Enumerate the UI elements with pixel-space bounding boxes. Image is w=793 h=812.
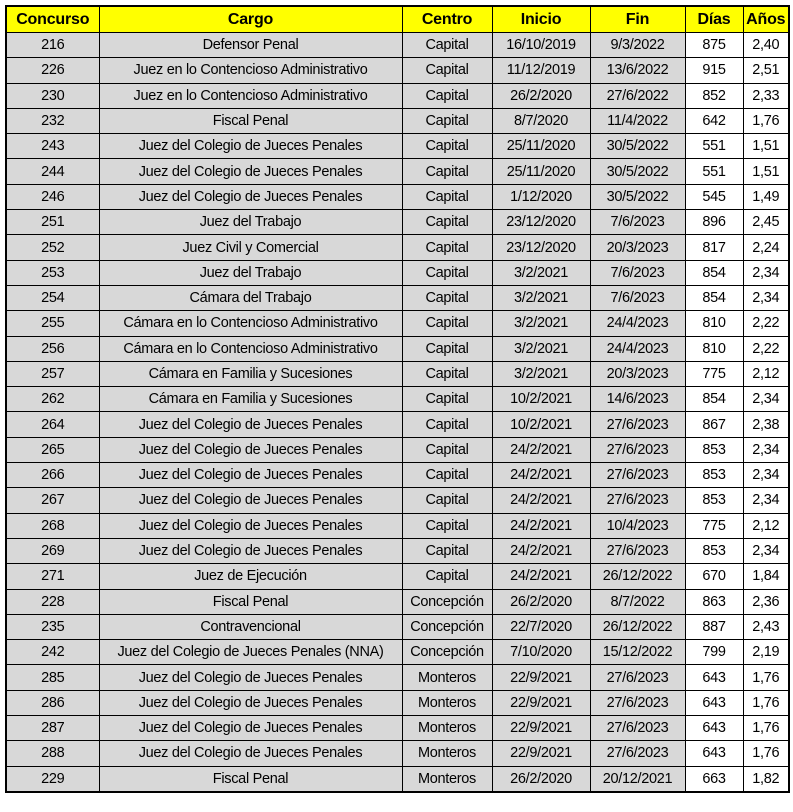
cell-inicio: 3/2/2021 (492, 336, 590, 361)
cell-concurso: 235 (6, 614, 99, 639)
column-header-inicio: Inicio (492, 6, 590, 33)
table-row (6, 33, 789, 58)
cell-inicio: 22/9/2021 (492, 716, 590, 741)
table-row (6, 83, 789, 108)
cell-anos: 1,51 (743, 134, 789, 159)
cell-concurso: 226 (6, 58, 99, 83)
column-header-anos: Años (743, 6, 789, 33)
cell-cargo: Juez del Colegio de Jueces Penales (99, 665, 402, 690)
cell-fin: 20/12/2021 (590, 766, 685, 792)
cell-anos: 2,22 (743, 311, 789, 336)
cell-centro: Capital (402, 33, 492, 58)
table-row (6, 108, 789, 133)
table-body (6, 33, 789, 792)
cell-centro: Capital (402, 387, 492, 412)
cell-cargo: Juez del Colegio de Jueces Penales (99, 437, 402, 462)
cell-centro: Capital (402, 564, 492, 589)
cell-inicio: 22/9/2021 (492, 741, 590, 766)
table-row (6, 614, 789, 639)
table-row (6, 538, 789, 563)
cell-fin: 15/12/2022 (590, 640, 685, 665)
cell-concurso: 254 (6, 285, 99, 310)
cell-dias: 896 (685, 210, 743, 235)
cell-cargo: Cámara en Familia y Sucesiones (99, 387, 402, 412)
cell-concurso: 244 (6, 159, 99, 184)
table-header (6, 6, 789, 33)
cell-cargo: Juez de Ejecución (99, 564, 402, 589)
cell-fin: 27/6/2023 (590, 665, 685, 690)
cell-fin: 27/6/2023 (590, 412, 685, 437)
cell-fin: 14/6/2023 (590, 387, 685, 412)
cell-inicio: 25/11/2020 (492, 159, 590, 184)
cell-centro: Capital (402, 437, 492, 462)
cell-concurso: 257 (6, 361, 99, 386)
cell-concurso: 255 (6, 311, 99, 336)
cell-anos: 2,34 (743, 488, 789, 513)
cell-dias: 642 (685, 108, 743, 133)
cell-dias: 775 (685, 361, 743, 386)
cell-anos: 1,84 (743, 564, 789, 589)
cell-dias: 643 (685, 665, 743, 690)
cell-dias: 853 (685, 463, 743, 488)
cell-fin: 30/5/2022 (590, 159, 685, 184)
cell-inicio: 7/10/2020 (492, 640, 590, 665)
table-row (6, 285, 789, 310)
table-row (6, 184, 789, 209)
concursos-table (5, 5, 790, 793)
table-row (6, 58, 789, 83)
cell-anos: 2,34 (743, 260, 789, 285)
cell-cargo: Juez del Colegio de Jueces Penales (99, 184, 402, 209)
table-row (6, 690, 789, 715)
cell-fin: 7/6/2023 (590, 285, 685, 310)
cell-inicio: 1/12/2020 (492, 184, 590, 209)
table-row (6, 260, 789, 285)
cell-inicio: 10/2/2021 (492, 387, 590, 412)
cell-anos: 1,49 (743, 184, 789, 209)
cell-dias: 887 (685, 614, 743, 639)
cell-dias: 799 (685, 640, 743, 665)
cell-inicio: 3/2/2021 (492, 311, 590, 336)
cell-concurso: 271 (6, 564, 99, 589)
cell-cargo: Juez del Colegio de Jueces Penales (99, 412, 402, 437)
cell-fin: 27/6/2023 (590, 463, 685, 488)
cell-inicio: 24/2/2021 (492, 488, 590, 513)
cell-fin: 10/4/2023 (590, 513, 685, 538)
cell-dias: 643 (685, 716, 743, 741)
cell-fin: 20/3/2023 (590, 361, 685, 386)
cell-dias: 670 (685, 564, 743, 589)
cell-fin: 27/6/2023 (590, 488, 685, 513)
column-header-concurso: Concurso (6, 6, 99, 33)
cell-concurso: 229 (6, 766, 99, 792)
cell-concurso: 246 (6, 184, 99, 209)
cell-centro: Capital (402, 58, 492, 83)
table-row (6, 463, 789, 488)
cell-anos: 2,36 (743, 589, 789, 614)
cell-dias: 854 (685, 285, 743, 310)
cell-dias: 551 (685, 159, 743, 184)
cell-concurso: 232 (6, 108, 99, 133)
cell-dias: 854 (685, 387, 743, 412)
cell-concurso: 253 (6, 260, 99, 285)
cell-inicio: 16/10/2019 (492, 33, 590, 58)
column-header-dias: Días (685, 6, 743, 33)
cell-anos: 1,82 (743, 766, 789, 792)
cell-centro: Capital (402, 361, 492, 386)
cell-centro: Capital (402, 235, 492, 260)
cell-anos: 2,34 (743, 538, 789, 563)
cell-concurso: 266 (6, 463, 99, 488)
cell-cargo: Cámara en Familia y Sucesiones (99, 361, 402, 386)
cell-inicio: 3/2/2021 (492, 361, 590, 386)
cell-cargo: Defensor Penal (99, 33, 402, 58)
cell-cargo: Cámara en lo Contencioso Administrativo (99, 336, 402, 361)
cell-fin: 20/3/2023 (590, 235, 685, 260)
cell-dias: 852 (685, 83, 743, 108)
table-row (6, 235, 789, 260)
cell-cargo: Juez del Colegio de Jueces Penales (99, 716, 402, 741)
cell-concurso: 216 (6, 33, 99, 58)
cell-anos: 1,76 (743, 665, 789, 690)
cell-centro: Capital (402, 513, 492, 538)
cell-fin: 26/12/2022 (590, 614, 685, 639)
cell-inicio: 23/12/2020 (492, 235, 590, 260)
cell-cargo: Contravencional (99, 614, 402, 639)
cell-cargo: Juez del Colegio de Jueces Penales (99, 741, 402, 766)
cell-anos: 2,51 (743, 58, 789, 83)
cell-anos: 2,34 (743, 387, 789, 412)
cell-cargo: Fiscal Penal (99, 108, 402, 133)
cell-cargo: Fiscal Penal (99, 589, 402, 614)
cell-fin: 27/6/2023 (590, 690, 685, 715)
table-row (6, 589, 789, 614)
cell-anos: 2,34 (743, 285, 789, 310)
cell-concurso: 288 (6, 741, 99, 766)
cell-cargo: Fiscal Penal (99, 766, 402, 792)
cell-centro: Concepción (402, 614, 492, 639)
cell-concurso: 230 (6, 83, 99, 108)
cell-inicio: 26/2/2020 (492, 589, 590, 614)
cell-dias: 875 (685, 33, 743, 58)
cell-inicio: 22/9/2021 (492, 665, 590, 690)
table-row (6, 766, 789, 792)
cell-centro: Capital (402, 83, 492, 108)
cell-anos: 2,12 (743, 513, 789, 538)
cell-cargo: Juez del Colegio de Jueces Penales (99, 538, 402, 563)
cell-fin: 7/6/2023 (590, 260, 685, 285)
column-header-fin: Fin (590, 6, 685, 33)
cell-concurso: 264 (6, 412, 99, 437)
cell-fin: 11/4/2022 (590, 108, 685, 133)
cell-centro: Monteros (402, 741, 492, 766)
cell-cargo: Juez del Colegio de Jueces Penales (99, 690, 402, 715)
cell-inicio: 24/2/2021 (492, 564, 590, 589)
cell-dias: 867 (685, 412, 743, 437)
cell-cargo: Juez en lo Contencioso Administrativo (99, 58, 402, 83)
cell-cargo: Juez del Colegio de Jueces Penales (99, 159, 402, 184)
table-row (6, 159, 789, 184)
cell-centro: Capital (402, 463, 492, 488)
cell-cargo: Juez del Trabajo (99, 260, 402, 285)
cell-inicio: 24/2/2021 (492, 513, 590, 538)
cell-dias: 853 (685, 488, 743, 513)
cell-anos: 2,38 (743, 412, 789, 437)
cell-concurso: 285 (6, 665, 99, 690)
cell-centro: Concepción (402, 589, 492, 614)
cell-dias: 853 (685, 437, 743, 462)
cell-centro: Capital (402, 336, 492, 361)
table-row (6, 387, 789, 412)
cell-fin: 8/7/2022 (590, 589, 685, 614)
cell-cargo: Juez del Trabajo (99, 210, 402, 235)
cell-concurso: 243 (6, 134, 99, 159)
cell-inicio: 11/12/2019 (492, 58, 590, 83)
cell-centro: Capital (402, 134, 492, 159)
cell-fin: 27/6/2023 (590, 437, 685, 462)
cell-cargo: Juez Civil y Comercial (99, 235, 402, 260)
table-row (6, 210, 789, 235)
cell-anos: 1,51 (743, 159, 789, 184)
table-row (6, 134, 789, 159)
cell-anos: 2,43 (743, 614, 789, 639)
cell-dias: 551 (685, 134, 743, 159)
cell-concurso: 267 (6, 488, 99, 513)
cell-inicio: 22/7/2020 (492, 614, 590, 639)
cell-anos: 2,33 (743, 83, 789, 108)
cell-anos: 2,12 (743, 361, 789, 386)
cell-anos: 1,76 (743, 716, 789, 741)
cell-centro: Monteros (402, 690, 492, 715)
cell-anos: 2,40 (743, 33, 789, 58)
cell-anos: 2,34 (743, 463, 789, 488)
table-row (6, 716, 789, 741)
cell-fin: 27/6/2023 (590, 741, 685, 766)
cell-fin: 9/3/2022 (590, 33, 685, 58)
cell-cargo: Juez del Colegio de Jueces Penales (99, 513, 402, 538)
cell-fin: 27/6/2023 (590, 538, 685, 563)
cell-cargo: Juez del Colegio de Jueces Penales (99, 463, 402, 488)
cell-inicio: 26/2/2020 (492, 766, 590, 792)
cell-inicio: 24/2/2021 (492, 463, 590, 488)
cell-anos: 1,76 (743, 108, 789, 133)
cell-centro: Monteros (402, 665, 492, 690)
cell-inicio: 8/7/2020 (492, 108, 590, 133)
cell-anos: 2,19 (743, 640, 789, 665)
cell-anos: 2,45 (743, 210, 789, 235)
cell-dias: 817 (685, 235, 743, 260)
cell-dias: 853 (685, 538, 743, 563)
cell-inicio: 10/2/2021 (492, 412, 590, 437)
table-row (6, 741, 789, 766)
cell-anos: 2,24 (743, 235, 789, 260)
cell-centro: Capital (402, 412, 492, 437)
cell-fin: 30/5/2022 (590, 134, 685, 159)
cell-concurso: 262 (6, 387, 99, 412)
cell-concurso: 252 (6, 235, 99, 260)
cell-concurso: 265 (6, 437, 99, 462)
cell-centro: Capital (402, 311, 492, 336)
cell-inicio: 23/12/2020 (492, 210, 590, 235)
cell-fin: 30/5/2022 (590, 184, 685, 209)
cell-dias: 810 (685, 311, 743, 336)
cell-anos: 2,22 (743, 336, 789, 361)
table-row (6, 361, 789, 386)
cell-dias: 545 (685, 184, 743, 209)
cell-fin: 7/6/2023 (590, 210, 685, 235)
cell-cargo: Juez del Colegio de Jueces Penales (99, 134, 402, 159)
cell-inicio: 3/2/2021 (492, 260, 590, 285)
table-row (6, 665, 789, 690)
cell-centro: Capital (402, 108, 492, 133)
cell-anos: 2,34 (743, 437, 789, 462)
cell-dias: 863 (685, 589, 743, 614)
cell-inicio: 22/9/2021 (492, 690, 590, 715)
cell-fin: 27/6/2023 (590, 716, 685, 741)
cell-concurso: 268 (6, 513, 99, 538)
cell-centro: Capital (402, 285, 492, 310)
cell-cargo: Juez en lo Contencioso Administrativo (99, 83, 402, 108)
cell-concurso: 242 (6, 640, 99, 665)
cell-fin: 13/6/2022 (590, 58, 685, 83)
cell-centro: Monteros (402, 766, 492, 792)
table-row (6, 412, 789, 437)
table-row (6, 336, 789, 361)
cell-concurso: 251 (6, 210, 99, 235)
cell-concurso: 256 (6, 336, 99, 361)
cell-centro: Capital (402, 210, 492, 235)
header-row (6, 6, 789, 33)
cell-anos: 1,76 (743, 690, 789, 715)
cell-concurso: 286 (6, 690, 99, 715)
table-row (6, 311, 789, 336)
table-row (6, 640, 789, 665)
table-row (6, 564, 789, 589)
cell-dias: 643 (685, 690, 743, 715)
cell-inicio: 26/2/2020 (492, 83, 590, 108)
cell-centro: Monteros (402, 716, 492, 741)
table-row (6, 513, 789, 538)
cell-dias: 643 (685, 741, 743, 766)
cell-cargo: Juez del Colegio de Jueces Penales (99, 488, 402, 513)
cell-fin: 24/4/2023 (590, 311, 685, 336)
cell-centro: Capital (402, 159, 492, 184)
cell-fin: 26/12/2022 (590, 564, 685, 589)
cell-concurso: 269 (6, 538, 99, 563)
cell-concurso: 287 (6, 716, 99, 741)
cell-fin: 24/4/2023 (590, 336, 685, 361)
cell-concurso: 228 (6, 589, 99, 614)
column-header-centro: Centro (402, 6, 492, 33)
cell-cargo: Cámara del Trabajo (99, 285, 402, 310)
cell-inicio: 25/11/2020 (492, 134, 590, 159)
cell-cargo: Juez del Colegio de Jueces Penales (NNA) (99, 640, 402, 665)
cell-dias: 775 (685, 513, 743, 538)
cell-centro: Capital (402, 488, 492, 513)
cell-centro: Capital (402, 184, 492, 209)
cell-centro: Capital (402, 260, 492, 285)
table-row (6, 437, 789, 462)
cell-dias: 854 (685, 260, 743, 285)
cell-dias: 915 (685, 58, 743, 83)
cell-anos: 1,76 (743, 741, 789, 766)
table-row (6, 488, 789, 513)
cell-centro: Capital (402, 538, 492, 563)
cell-inicio: 24/2/2021 (492, 437, 590, 462)
cell-inicio: 24/2/2021 (492, 538, 590, 563)
cell-inicio: 3/2/2021 (492, 285, 590, 310)
cell-cargo: Cámara en lo Contencioso Administrativo (99, 311, 402, 336)
cell-dias: 810 (685, 336, 743, 361)
cell-centro: Concepción (402, 640, 492, 665)
cell-fin: 27/6/2022 (590, 83, 685, 108)
cell-dias: 663 (685, 766, 743, 792)
column-header-cargo: Cargo (99, 6, 402, 33)
